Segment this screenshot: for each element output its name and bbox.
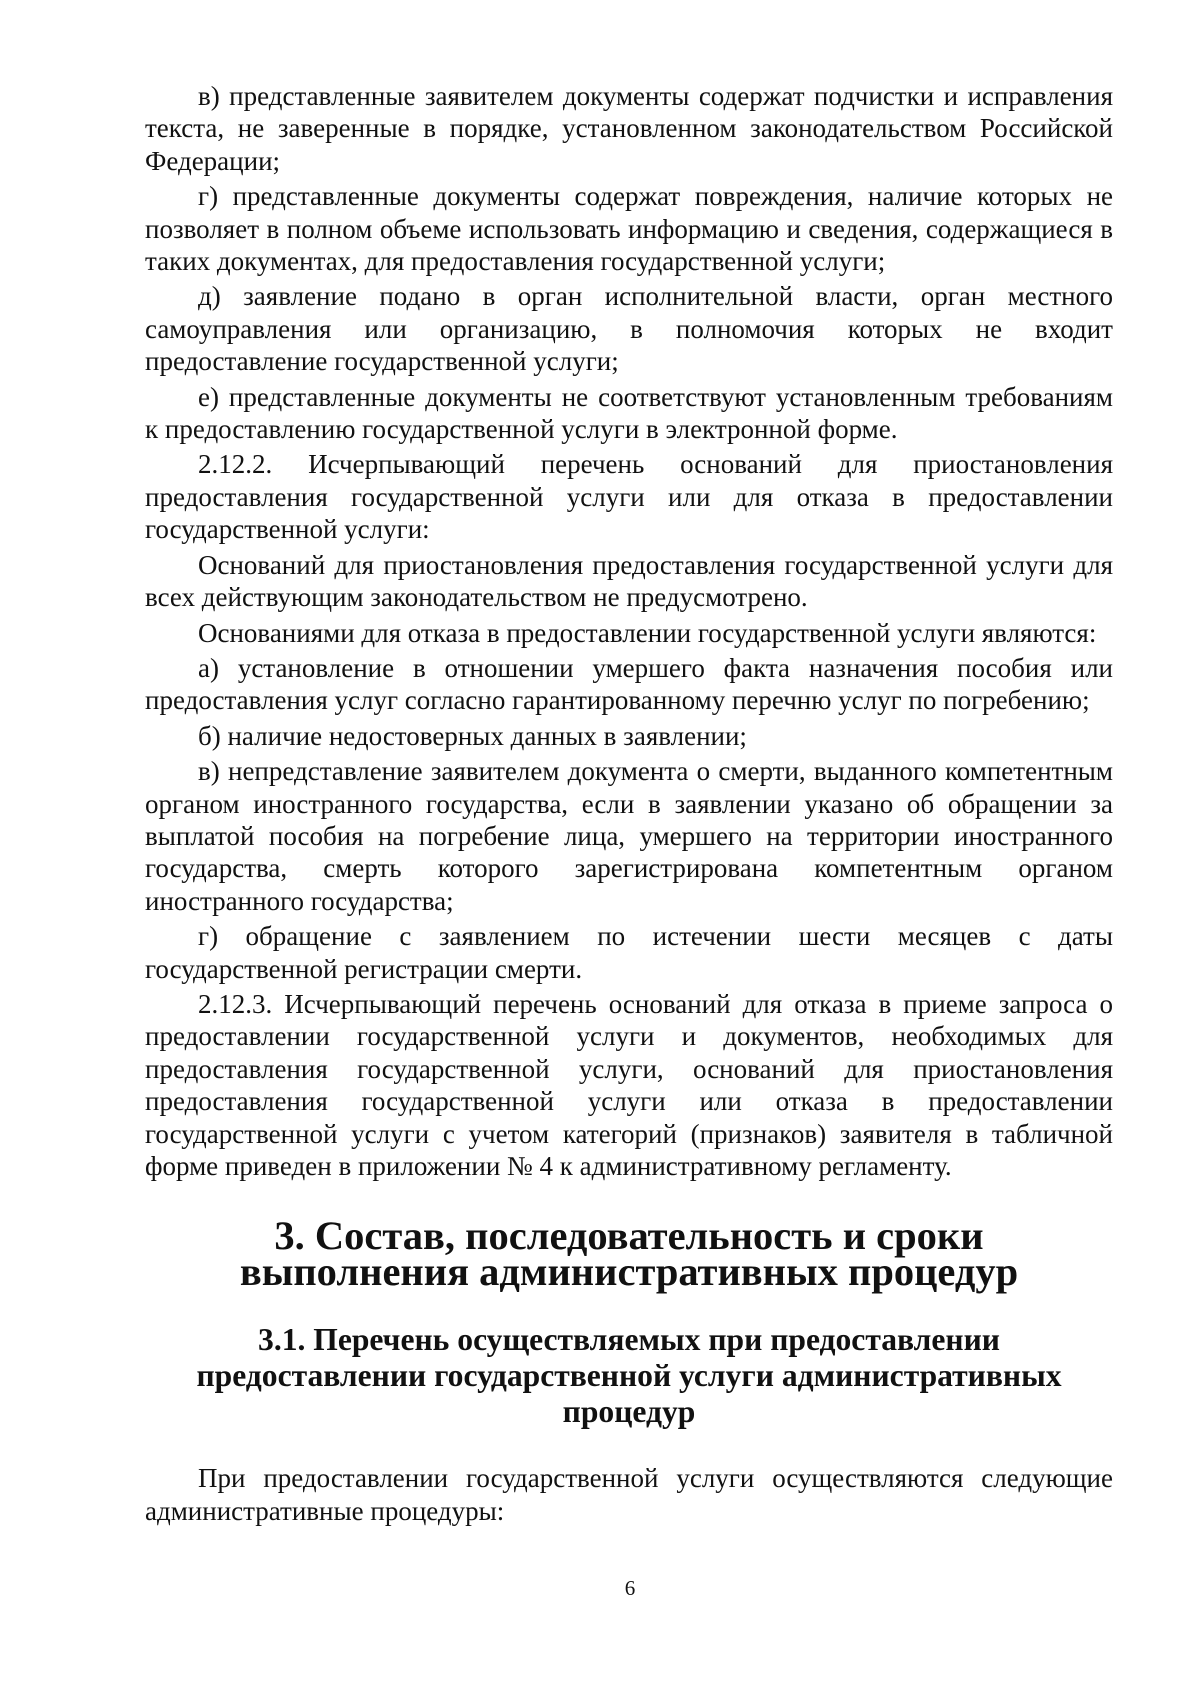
- section-heading-3: [145, 1213, 1113, 1295]
- paragraph-v-death-document: в) непредставление заявителем документа о смерти, выданного компетентным органом иностранного государства, если в заявлении указано об обращении за выплатой пособия на погребение лица, умершего на территории иностранного государства, смерть которого зарегистрирована компетентным органом иностранного государства;: [145, 756, 1113, 916]
- paragraph-v-corrections: в) представленные заявителем документы содержат подчистки и исправления текста, не заверенные в порядке, установленном законодательством Российской Федерации;: [145, 81, 1113, 176]
- paragraph-a-benefit-assigned: а) установление в отношении умершего факта назначения пособия или предоставления услуг согласно гарантированному перечню услуг по погребению;: [145, 652, 1113, 716]
- paragraph-e-electronic-form: е) представленные документы не соответствуют установленным требованиям к предоставлению государственной услуги в электронной форме.: [145, 381, 1113, 445]
- paragraph-b-false-data: б) наличие недостоверных данных в заявлении;: [198, 720, 747, 751]
- paragraph-2-12-2: 2.12.2. Исчерпывающий перечень оснований для приостановления предоставления государственной услуги или для отказа в предоставлении государственной услуги:: [145, 449, 1113, 545]
- paragraph-d-wrong-authority: д) заявление подано в орган исполнительной власти, орган местного самоуправления или организацию, в полномочия которых не входит предоставление государственной услуги;: [145, 281, 1113, 377]
- paragraph-g-damage: г) представленные документы содержат повреждения, наличие которых не позволяет в полном объеме использовать информацию и сведения, содержащиеся в таких документах, для предоставления государственной услуги;: [145, 181, 1113, 277]
- subsection-heading-line-2: предоставлении государственной услуги административных процедур: [196, 1358, 1062, 1430]
- section-heading-line-1: 3. Состав, последовательность и сроки: [274, 1213, 984, 1259]
- section-heading-line-2: выполнения административных процедур: [239, 1249, 1019, 1295]
- subsection-heading-3-1: [145, 1322, 1113, 1430]
- paragraph-no-suspension: Оснований для приостановления предоставления государственной услуги для всех действующим законодательством не предусмотрено.: [145, 549, 1113, 613]
- paragraph-refusal-grounds: Основаниями для отказа в предоставлении государственной услуги являются:: [198, 617, 1097, 648]
- document-page: [145, 80, 1113, 1527]
- paragraph-2-12-3: 2.12.3. Исчерпывающий перечень оснований для отказа в приеме запроса о предоставлении государственной услуги и документов, необходимых для предоставления государственной услуги, оснований для приостановления предоставления государственной услуги или отказа в предоставлении государственной услуги с учетом категорий (признаков) заявителя в табличной форме приведен в приложении № 4 к административному регламенту.: [145, 988, 1113, 1181]
- subsection-heading-line-1: 3.1. Перечень осуществляемых при предоставлении: [258, 1322, 1000, 1358]
- page-number: 6: [624, 1576, 636, 1600]
- paragraph-g-six-months: г) обращение с заявлением по истечении шести месяцев с даты государственной регистрации смерти.: [145, 921, 1113, 984]
- paragraph-procedures-intro: При предоставлении государственной услуги осуществляются следующие административные процедуры:: [145, 1463, 1113, 1526]
